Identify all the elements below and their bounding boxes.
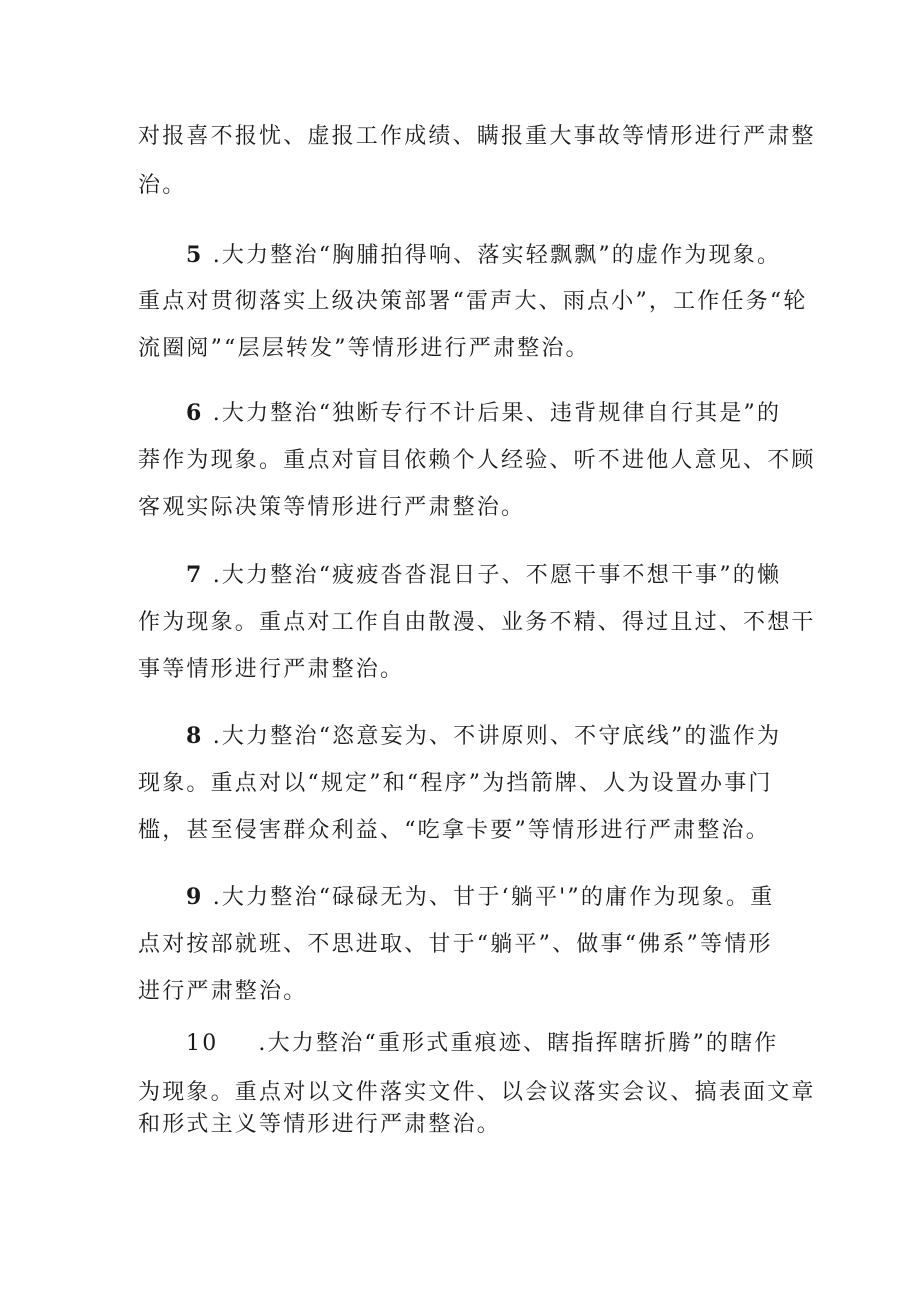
item-lead-text: .大力整治“重形式重痕迹、瞎指挥瞎折腾”的瞎作: [258, 1031, 779, 1056]
paragraph-line: 和形式主义等情形进行严肃整治。: [138, 1112, 502, 1137]
paragraph-line: 进行严肃整治。: [138, 979, 308, 1004]
item-lead-text: .大力整治“独断专行不计后果、违背规律自行其是”的: [212, 401, 782, 426]
item-lead-text: .大力整治“胸脯拍得响、落实轻飘飘”的虚作为现象。: [212, 243, 782, 268]
item-lead-text: .大力整治“疲疲沓沓混日子、不愿干事不想干事”的懒: [212, 563, 782, 588]
item-lead-text: .大力整治“恣意妄为、不讲原则、不守底线”的滥作为: [212, 724, 782, 749]
item-number: 5: [186, 242, 204, 268]
paragraph-first-line: [186, 1029, 788, 1059]
paragraph-first-line: [186, 398, 788, 429]
item-number: 7: [186, 562, 204, 588]
paragraph-first-line: [186, 882, 788, 913]
item-lead-text: .大力整治“碌碌无为、甘于‘躺平'”的庸作为现象。重: [212, 885, 775, 910]
paragraph-first-line: [186, 560, 788, 591]
item-number: 10: [186, 1031, 219, 1056]
item-number: 6: [186, 400, 204, 426]
paragraph-line: 为现象。重点对以文件落实文件、以会议落实会议、搞表面文章: [138, 1080, 816, 1105]
paragraph-line: 流圈阅”“层层转发”等情形进行严肃整治。: [138, 336, 590, 361]
paragraph-line: 莽作为现象。重点对盲目依赖个人经验、听不进他人意见、不顾: [138, 448, 816, 473]
paragraph-line: 点对按部就班、不思进取、甘于“躺平”、做事“佛系”等情形: [138, 932, 773, 957]
paragraph-first-line: [186, 240, 788, 271]
paragraph-first-line: [186, 721, 788, 752]
paragraph-line: 现象。重点对以“规定”和“程序”为挡箭牌、人为设置办事门: [138, 771, 773, 796]
paragraph-line: 治。: [138, 173, 187, 198]
paragraph-line: 事等情形进行严肃整治。: [138, 657, 405, 682]
paragraph-line: 作为现象。重点对工作自由散漫、业务不精、得过且过、不想干: [138, 610, 816, 635]
item-number: 9: [186, 884, 204, 910]
item-number: 8: [186, 723, 204, 749]
paragraph-line: 客观实际决策等情形进行严肃整治。: [138, 495, 526, 520]
paragraph-line: 对报喜不报忧、虚报工作成绩、瞒报重大事故等情形进行严肃整: [138, 124, 816, 149]
paragraph-line: 槛，甚至侵害群众利益、“吃拿卡要”等情形进行严肃整治。: [138, 818, 770, 843]
paragraph-line: 重点对贯彻落实上级决策部署“雷声大、雨点小”，工作任务“轮: [138, 289, 808, 314]
